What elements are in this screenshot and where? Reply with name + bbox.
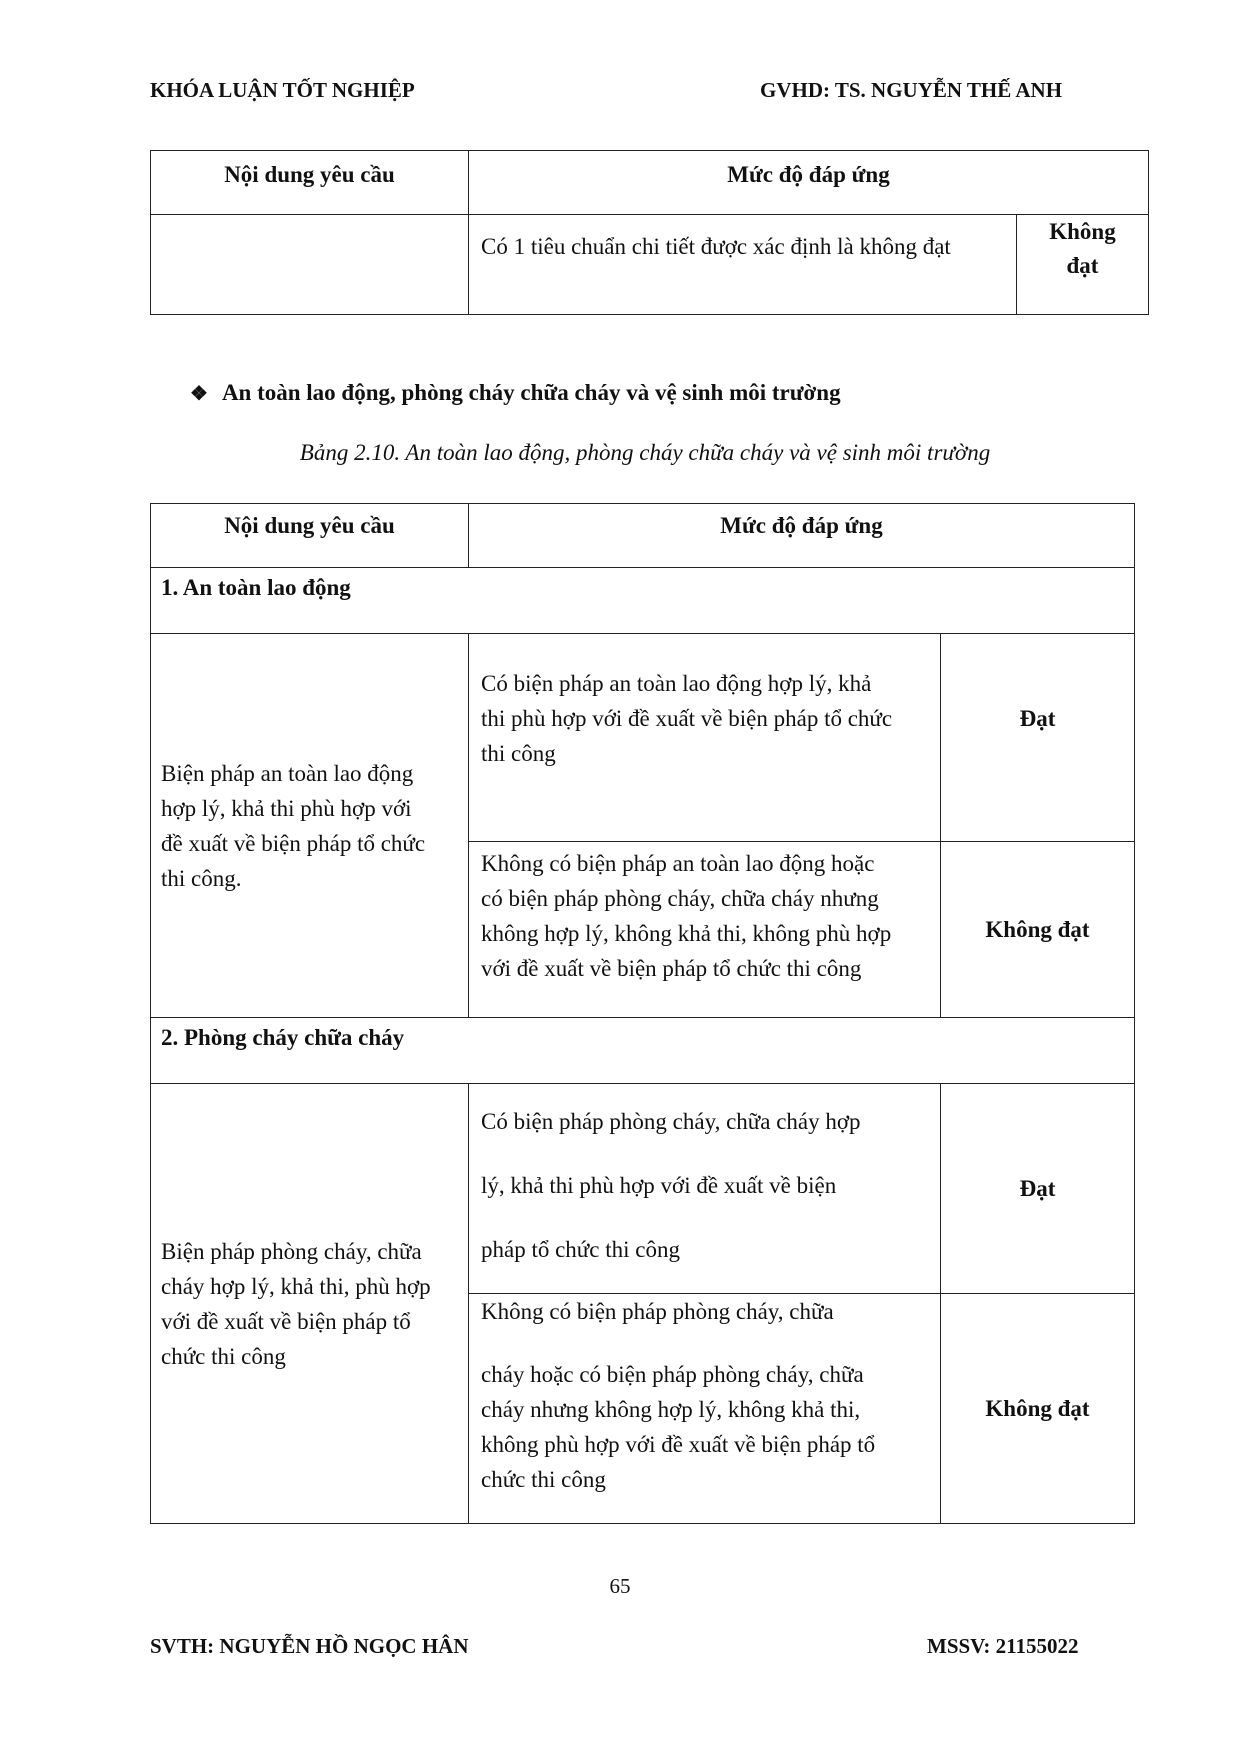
group2-fail-criteria: Không có biện pháp phòng cháy, chữa cháy hoặc có biện pháp phòng cháy, chữa cháy nhưng không hợp lý, không khả thi, không phù hợp với đề xuất về biện pháp tổ chức thi công (469, 1294, 941, 1524)
section-heading: ❖ An toàn lao động, phòng cháy chữa cháy và vệ sinh môi trường (190, 380, 841, 405)
footer-left: SVTH: NGUYỄN HỒ NGỌC HÂN (150, 1634, 469, 1658)
table-caption: Bảng 2.10. An toàn lao động, phòng cháy chữa cháy và vệ sinh môi trường (299, 440, 991, 465)
group2-fail-result: Không đạt (941, 1294, 1135, 1524)
group2-pass-result: Đạt (941, 1084, 1135, 1294)
table1-row-result: Không đạt (1017, 215, 1149, 315)
group1-pass-criteria: Có biện pháp an toàn lao động hợp lý, khả thi phù hợp với đề xuất về biện pháp tổ chức thi công (469, 634, 941, 842)
group2-pass-criteria: Có biện pháp phòng cháy, chữa cháy hợp lý, khả thi phù hợp với đề xuất về biện pháp tổ chức thi công (469, 1084, 941, 1294)
table-continued (150, 150, 1149, 315)
safety-table (150, 503, 1135, 1524)
group1-pass-result: Đạt (941, 634, 1135, 842)
table1-row-text: Có 1 tiêu chuẩn chi tiết được xác định là không đạt (469, 215, 1017, 315)
table2-col1-header: Nội dung yêu cầu (151, 504, 469, 568)
table2-col2-header: Mức độ đáp ứng (469, 504, 1135, 568)
group2-requirement: Biện pháp phòng cháy, chữa cháy hợp lý, khả thi, phù hợp với đề xuất về biện pháp tổ chức thi công (151, 1084, 469, 1524)
group2-title: 2. Phòng cháy chữa cháy (151, 1018, 1135, 1084)
group1-fail-criteria: Không có biện pháp an toàn lao động hoặc có biện pháp phòng cháy, chữa cháy nhưng không hợp lý, không khả thi, không phù hợp với đề xuất về biện pháp tổ chức thi công (469, 842, 941, 1018)
group1-title: 1. An toàn lao động (151, 568, 1135, 634)
header-right: GVHD: TS. NGUYỄN THẾ ANH (760, 78, 1063, 102)
header-left: KHÓA LUẬN TỐT NGHIỆP (150, 78, 415, 102)
table1-col1-header: Nội dung yêu cầu (151, 151, 469, 215)
table1-empty-cell (151, 215, 469, 315)
footer-right: MSSV: 21155022 (927, 1634, 1079, 1658)
group1-fail-result: Không đạt (941, 842, 1135, 1018)
table1-col2-header: Mức độ đáp ứng (469, 151, 1149, 215)
group1-requirement: Biện pháp an toàn lao động hợp lý, khả thi phù hợp với đề xuất về biện pháp tổ chức thi công. (151, 634, 469, 1018)
diamond-bullet-icon: ❖ (190, 383, 208, 405)
page-number: 65 (609, 1574, 631, 1598)
